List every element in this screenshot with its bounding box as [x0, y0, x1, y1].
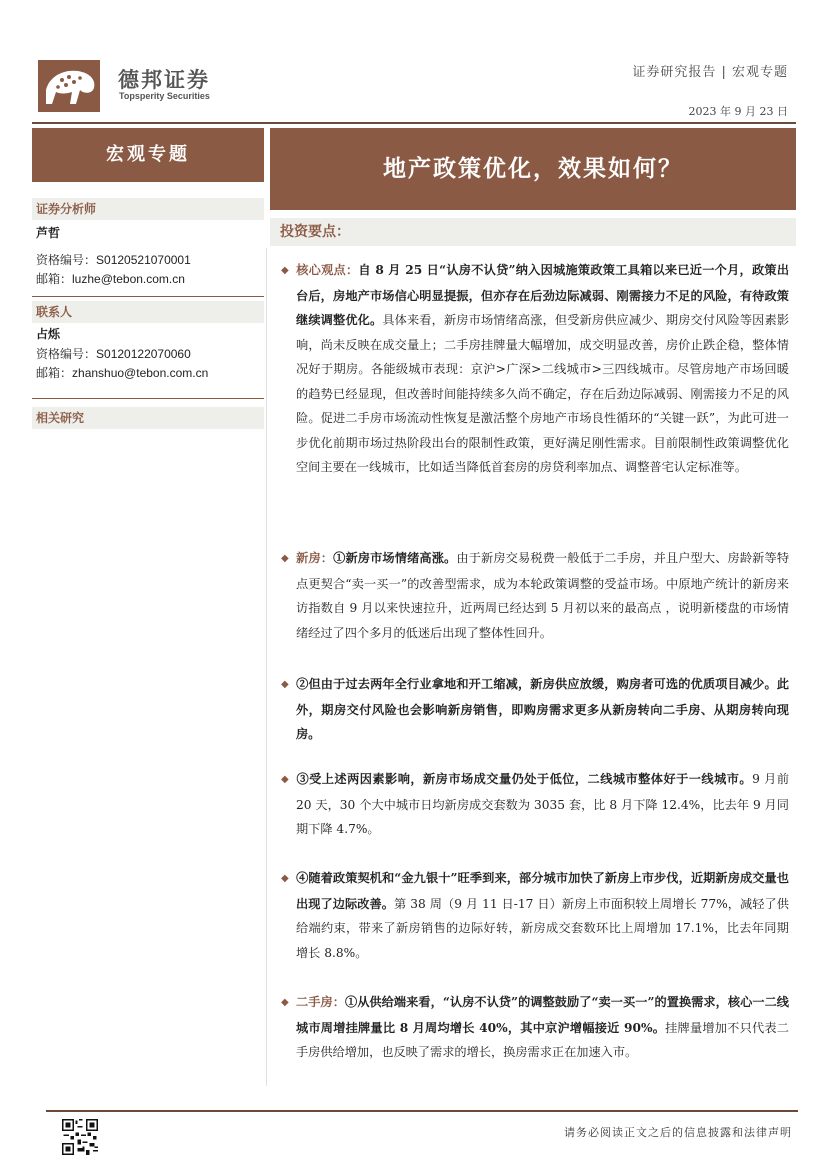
related-research-heading[interactable]: 相关研究: [32, 407, 264, 429]
category-banner: 宏观专题: [32, 128, 264, 182]
paragraph-text: 9 月前 20 天，30 个大中城市日均新房成交套数为 3035 套，比 8 月下降 12.4%，比去年 9 月同期下降 4.7%。: [296, 772, 790, 836]
contact-email: [36, 364, 208, 381]
left-divider: [32, 398, 264, 399]
analyst-cert-value: S0120521070001: [96, 253, 191, 267]
header-divider: [32, 122, 796, 124]
paragraph-new-home-4: [281, 866, 789, 965]
paragraph-bold: ④随着政策契机和“金九银十”旺季到来，部分城市加快了新房上市步伐，近期新房成交量也出现了边际改善。: [296, 871, 789, 911]
paragraph-label: 核心观点：: [296, 263, 359, 277]
paragraph-bold: ②但由于过去两年全行业拿地和开工缩减，新房供应放缓，购房者可选的优质项目减少。此外，期房交付风险也会影响新房销售，即购房需求更多从新房转向二手房、从期房转向现房。: [296, 677, 789, 741]
analyst-email-value[interactable]: luzhe@tebon.com.cn: [72, 272, 185, 286]
paragraph-new-home-3: [281, 767, 790, 842]
contact-email-label: 邮箱：: [36, 366, 73, 380]
leopard-logo-icon: [38, 60, 100, 112]
contact-name: 占烁: [36, 327, 61, 341]
contact-cert-label: 资格编号：: [36, 347, 97, 361]
report-date: 2023 年 9 月 23 日: [688, 105, 788, 118]
left-divider: [32, 296, 264, 297]
analyst-email-label: 邮箱：: [36, 272, 73, 286]
diamond-bullet-icon: ◆: [281, 774, 289, 785]
paragraph-bold: ③受上述两因素影响，新房市场成交量仍处于低位，二线城市整体好于一线城市。: [296, 772, 753, 786]
analyst-heading: 证券分析师: [32, 198, 264, 220]
contact-heading: 联系人: [32, 301, 264, 323]
contact-email-value[interactable]: zhanshuo@tebon.com.cn: [72, 366, 209, 380]
contact-cert-value: S0120122070060: [96, 347, 191, 361]
diamond-bullet-icon: ◆: [281, 679, 289, 690]
paragraph-label: 二手房：: [296, 995, 345, 1009]
diamond-bullet-icon: ◆: [281, 553, 289, 564]
paragraph-text: 第 38 周（9 月 11 日-17 日）新房上市面积较上周增长 77%，减轻了供给端约束，带来了新房销售的边际好转，新房成交套数环比上周增加 17.1%，比去年同期增长 8.8%。: [296, 896, 789, 960]
paragraph-new-home-1: [281, 546, 790, 645]
brand-name-en: Topsperity Securities: [119, 91, 210, 101]
paragraph-new-home-2: [281, 672, 789, 747]
paragraph-text: 由于新房交易税费一般低于二手房，并且户型大、房龄新等特点更契合“卖一买一”的改善型需求，成为本轮政策调整的受益市场。中原地产统计的新房来访指数自 9 月以来快速拉升，近两周已经达到 5 月初以来的最高点 ，说明新楼盘的市场情绪经过了四个多月的低迷后出现了整体性回升。: [296, 551, 790, 640]
paragraph-label: 新房：: [296, 551, 334, 565]
qr-code-icon: [62, 1119, 98, 1155]
key-points-heading: 投资要点：: [270, 218, 796, 246]
legal-disclaimer[interactable]: 请务必阅读正文之后的信息披露和法律声明: [564, 1126, 792, 1139]
footer-divider: [46, 1110, 798, 1112]
analyst-name: 芦哲: [36, 226, 61, 240]
paragraph-core-view: [281, 258, 790, 480]
column-divider: [266, 248, 267, 1086]
paragraph-bold: ①从供给端来看，“认房不认贷”的调整鼓励了“卖一买一”的置换需求，核心一二线城市周增挂牌量比 8 月周均增长 40%，其中京沪增幅接近 90%。: [296, 995, 789, 1035]
diamond-bullet-icon: ◆: [281, 997, 289, 1008]
analyst-cert: [36, 251, 191, 268]
page-title: 地产政策优化，效果如何？: [270, 128, 796, 210]
paragraph-second-hand-1: [281, 990, 789, 1065]
analyst-email: [36, 270, 185, 287]
brand-name-cn: 德邦证券: [118, 68, 210, 92]
diamond-bullet-icon: ◆: [281, 873, 289, 884]
diamond-bullet-icon: ◆: [281, 265, 289, 276]
paragraph-text: 具体来看，新房市场情绪高涨，但受新房供应减少、期房交付风险等因素影响，尚未反映在成交量上；二手房挂牌量大幅增加，成交明显改善，房价止跌企稳，整体情况好于期房。各能级城市表现：京沪>广深>二线城市>三四线城市。尽管房地产市场回暖的趋势已经显现，但改善时间能持续多久尚不确定，存在后劲边际减弱、刚需接力不足的风险。促进二手房市场流动性恢复是激活整个房地产市场良性循环的“关键一跃”，为此可进一步优化前期市场过热阶段出台的限制性政策，更好满足刚性需求。目前限制性政策调整优化空间主要在一线城市，比如适当降低首套房的房贷利率加点、调整普宅认定标准等。: [296, 313, 790, 474]
paragraph-bold: ①新房市场情绪高涨。: [333, 551, 457, 565]
paragraph-bold: 自 8 月 25 日“认房不认贷”纳入因城施策政策工具箱以来已近一个月，政策出台后，房地产市场信心明显提振，但亦存在后劲边际减弱、刚需接力不足的风险，有待政策继续调整优化。: [296, 263, 790, 327]
report-type: 证券研究报告 | 宏观专题: [632, 65, 788, 80]
paragraph-text: 挂牌量增加不只代表二手房供给增加，也反映了需求的增长，换房需求正在加速入市。: [296, 1020, 789, 1059]
analyst-cert-label: 资格编号：: [36, 253, 97, 267]
contact-cert: [36, 345, 191, 362]
